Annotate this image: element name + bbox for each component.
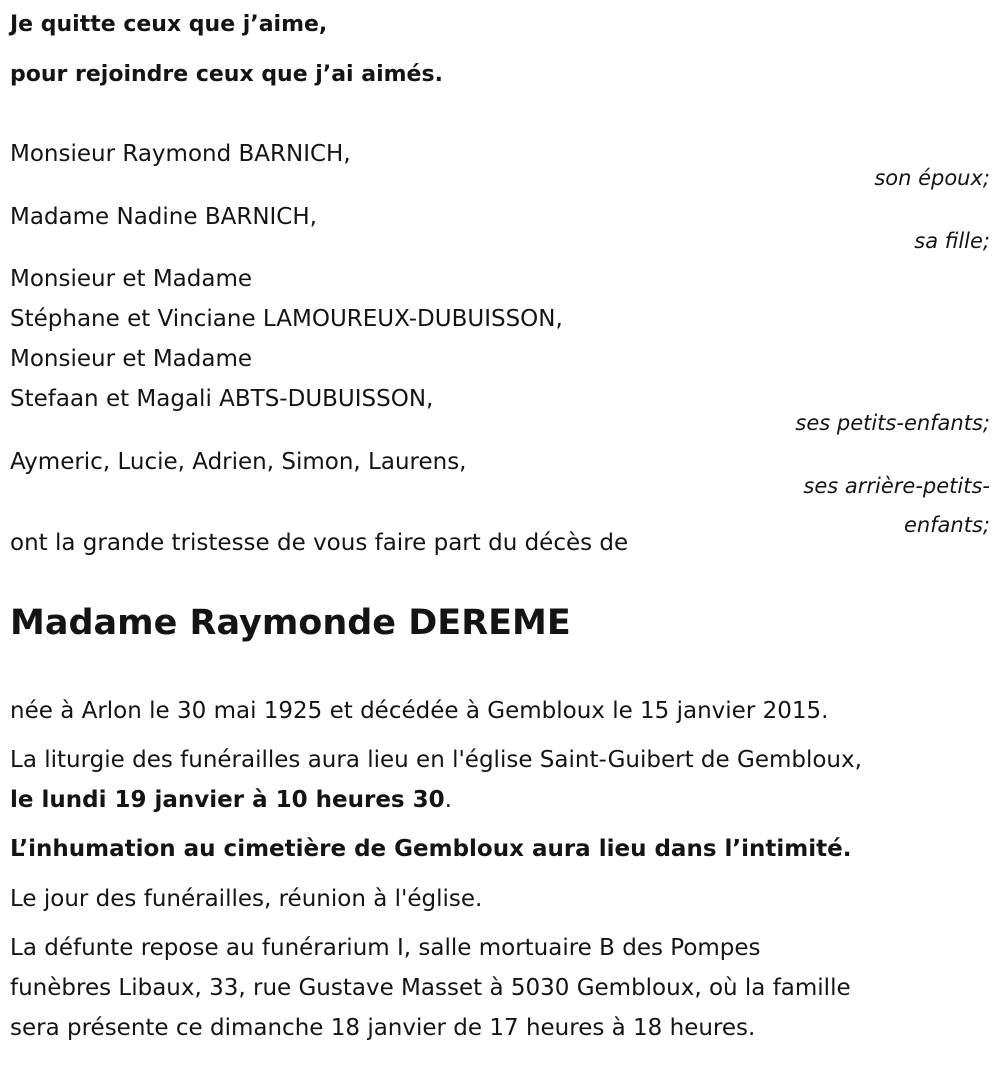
daughter-name: Madame Nadine BARNICH, — [10, 204, 317, 230]
great-grandchildren-names: Aymeric, Lucie, Adrien, Simon, Laurens, — [10, 449, 467, 475]
liturgy-line-2 — [10, 787, 452, 813]
spouse-relation: son époux; — [874, 166, 990, 190]
grandchildren-line-3: Monsieur et Madame — [10, 346, 253, 372]
birth-death-line: née à Arlon le 30 mai 1925 et décédée à Gembloux le 15 janvier 2015. — [10, 698, 829, 724]
great-grandchildren-relation-2: enfants; — [903, 513, 990, 537]
burial-line: L’inhumation au cimetière de Gembloux aura lieu dans l’intimité. — [10, 836, 852, 862]
great-grandchildren-relation-1: ses arrière-petits- — [803, 474, 990, 498]
announcement-text: ont la grande tristesse de vous faire part du décès de — [10, 530, 629, 556]
liturgy-line-1: La liturgie des funérailles aura lieu en l'église Saint-Guibert de Gembloux, — [10, 747, 862, 773]
deceased-name: Madame Raymonde DEREME — [10, 603, 571, 643]
reunion-line: Le jour des funérailles, réunion à l'église. — [10, 886, 483, 912]
liturgy-end: . — [444, 787, 452, 813]
verse-line-2: pour rejoindre ceux que j’ai aimés. — [10, 62, 443, 87]
daughter-relation: sa fille; — [914, 229, 990, 253]
grandchildren-line-2: Stéphane et Vinciane LAMOUREUX-DUBUISSON, — [10, 306, 563, 332]
grandchildren-relation: ses petits-enfants; — [795, 411, 990, 435]
rest-line-3: sera présente ce dimanche 18 janvier de 17 heures à 18 heures. — [10, 1015, 756, 1041]
verse-line-1: Je quitte ceux que j’aime, — [10, 12, 328, 37]
grandchildren-line-4: Stefaan et Magali ABTS-DUBUISSON, — [10, 386, 434, 412]
rest-line-2: funèbres Libaux, 33, rue Gustave Masset à 5030 Gembloux, où la famille — [10, 975, 851, 1001]
spouse-name: Monsieur Raymond BARNICH, — [10, 141, 351, 167]
liturgy-date: le lundi 19 janvier à 10 heures 30 — [10, 787, 445, 813]
grandchildren-line-1: Monsieur et Madame — [10, 266, 253, 292]
rest-line-1: La défunte repose au funérarium I, salle mortuaire B des Pompes — [10, 935, 761, 961]
